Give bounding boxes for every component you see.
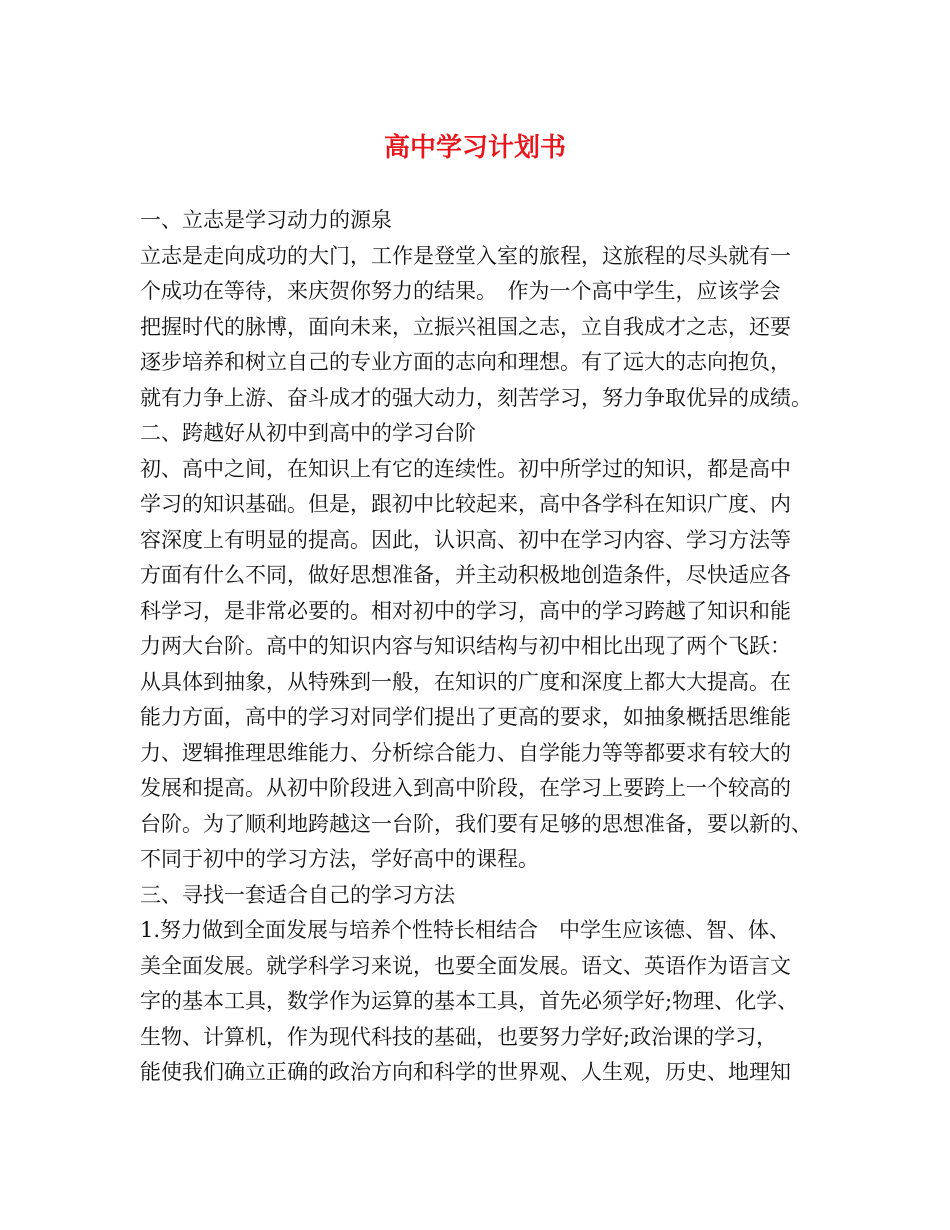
text-line: 二、跨越好从初中到高中的学习台阶 (140, 421, 476, 445)
text-line: 不同于初中的学习方法，学好高中的课程。 (140, 847, 539, 871)
text-line: 台阶。为了顺利地跨越这一台阶，我们要有足够的思想准备，要以新的、 (140, 811, 812, 836)
text-line: 从具体到抽象，从特殊到一般，在知识的广度和深度上都大大提高。在 (140, 669, 791, 694)
text-line: 方面有什么不同，做好思想准备，并主动积极地创造条件，尽快适应各 (140, 563, 791, 587)
text-line: 把握时代的脉博，面向未来，立振兴祖国之志，立自我成才之志，还要 (140, 314, 791, 339)
document-title: 高中学习计划书 (383, 133, 566, 163)
text-line: 力两大台阶。高中的知识内容与知识结构与初中相比出现了两个飞跃： (140, 634, 791, 658)
text-line: 一、立志是学习动力的源泉 (140, 208, 392, 232)
text-line: 个成功在等待，来庆贺你努力的结果。 作为一个高中学生，应该学会 (140, 279, 781, 303)
text-line: 能力方面，高中的学习对同学们提出了更高的要求，如抽象概括思维能 (140, 705, 791, 729)
text-line: 容深度上有明显的提高。因此，认识高、初中在学习内容、学习方法等 (140, 527, 791, 552)
text-line: 学习的知识基础。但是，跟初中比较起来，高中各学科在知识广度、内 (140, 492, 791, 516)
text-line: 立志是走向成功的大门，工作是登堂入室的旅程，这旅程的尽头就有一 (140, 243, 791, 268)
text-line: 初、高中之间，在知识上有它的连续性。初中所学过的知识，都是高中 (140, 456, 791, 481)
text-line: 生物、计算机，作为现代科技的基础，也要努力学好;政治课的学习， (140, 1024, 778, 1049)
text-line: 能使我们确立正确的政治方向和科学的世界观、人生观，历史、地理知 (140, 1060, 791, 1084)
text-line: 逐步培养和树立自己的专业方面的志向和理想。有了远大的志向抱负， (140, 350, 791, 374)
text-line: 力、逻辑推理思维能力、分析综合能力、自学能力等等都要求有较大的 (140, 740, 791, 765)
text-line: 科学习，是非常必要的。相对初中的学习，高中的学习跨越了知识和能 (140, 598, 791, 623)
text-line: 1.努力做到全面发展与培养个性特长相结合 中学生应该德、智、体、 (140, 918, 791, 942)
text-line: 就有力争上游、奋斗成才的强大动力，刻苦学习，努力争取优异的成绩。 (140, 385, 812, 410)
text-line: 发展和提高。从初中阶段进入到高中阶段，在学习上要跨上一个较高的 (140, 776, 791, 800)
text-line: 三、寻找一套适合自己的学习方法 (140, 882, 455, 907)
document-body (140, 203, 840, 1091)
text-line: 美全面发展。就学科学习来说，也要全面发展。语文、英语作为语言文 (140, 953, 791, 978)
text-line: 字的基本工具，数学作为运算的基本工具，首先必须学好;物理、化学、 (140, 989, 799, 1013)
